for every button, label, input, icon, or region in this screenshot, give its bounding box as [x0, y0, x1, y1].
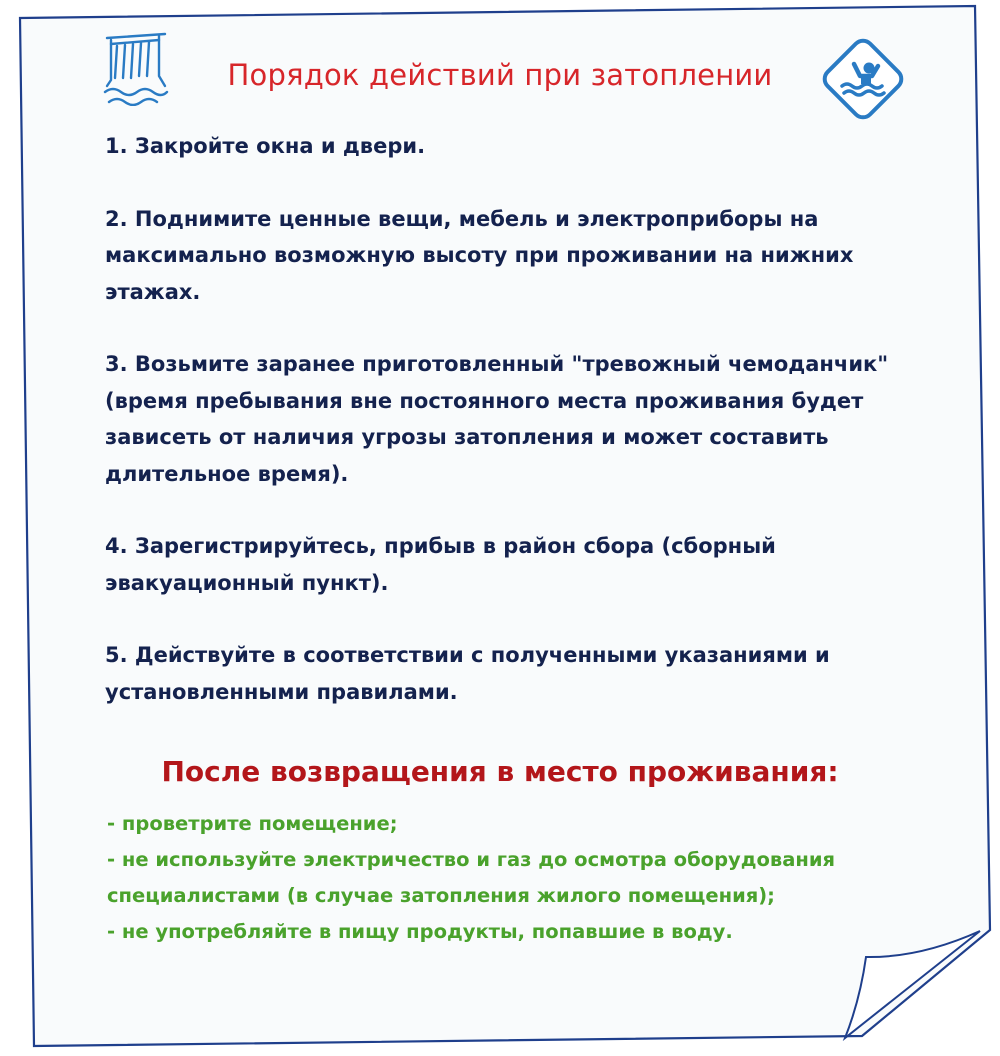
step-item: 1. Закройте окна и двери. [105, 134, 426, 158]
drowning-person-icon [814, 30, 912, 128]
page-title: Порядок действий при затоплении [227, 58, 773, 92]
after-return-heading: После возвращения в место проживания: [161, 755, 839, 788]
after-return-list [107, 806, 877, 950]
after-return-item: - не используйте электричество и газ до осмотра оборудования специалистами (в случае затопления жилого помещения); [107, 848, 836, 907]
step-item: 4. Зарегистрируйтесь, прибыв в район сбора (сборный эвакуационный пункт). [105, 534, 776, 595]
after-return-item: - проветрите помещение; [107, 812, 398, 835]
step-item: 2. Поднимите ценные вещи, мебель и электроприборы на максимально возможную высоту при проживании на нижних этажах. [105, 206, 854, 304]
dam-icon [103, 30, 169, 106]
step-item: 3. Возьмите заранее приготовленный "тревожный чемоданчик" (время пребывания вне постоянного места проживания будет зависеть от наличия угрозы затопления и может составить длительное время). [105, 352, 889, 486]
steps-list [105, 128, 895, 746]
after-return-item: - не употребляйте в пищу продукты, попавшие в воду. [107, 920, 733, 943]
step-item: 5. Действуйте в соответствии с полученными указаниями и установленными правилами. [105, 643, 830, 704]
